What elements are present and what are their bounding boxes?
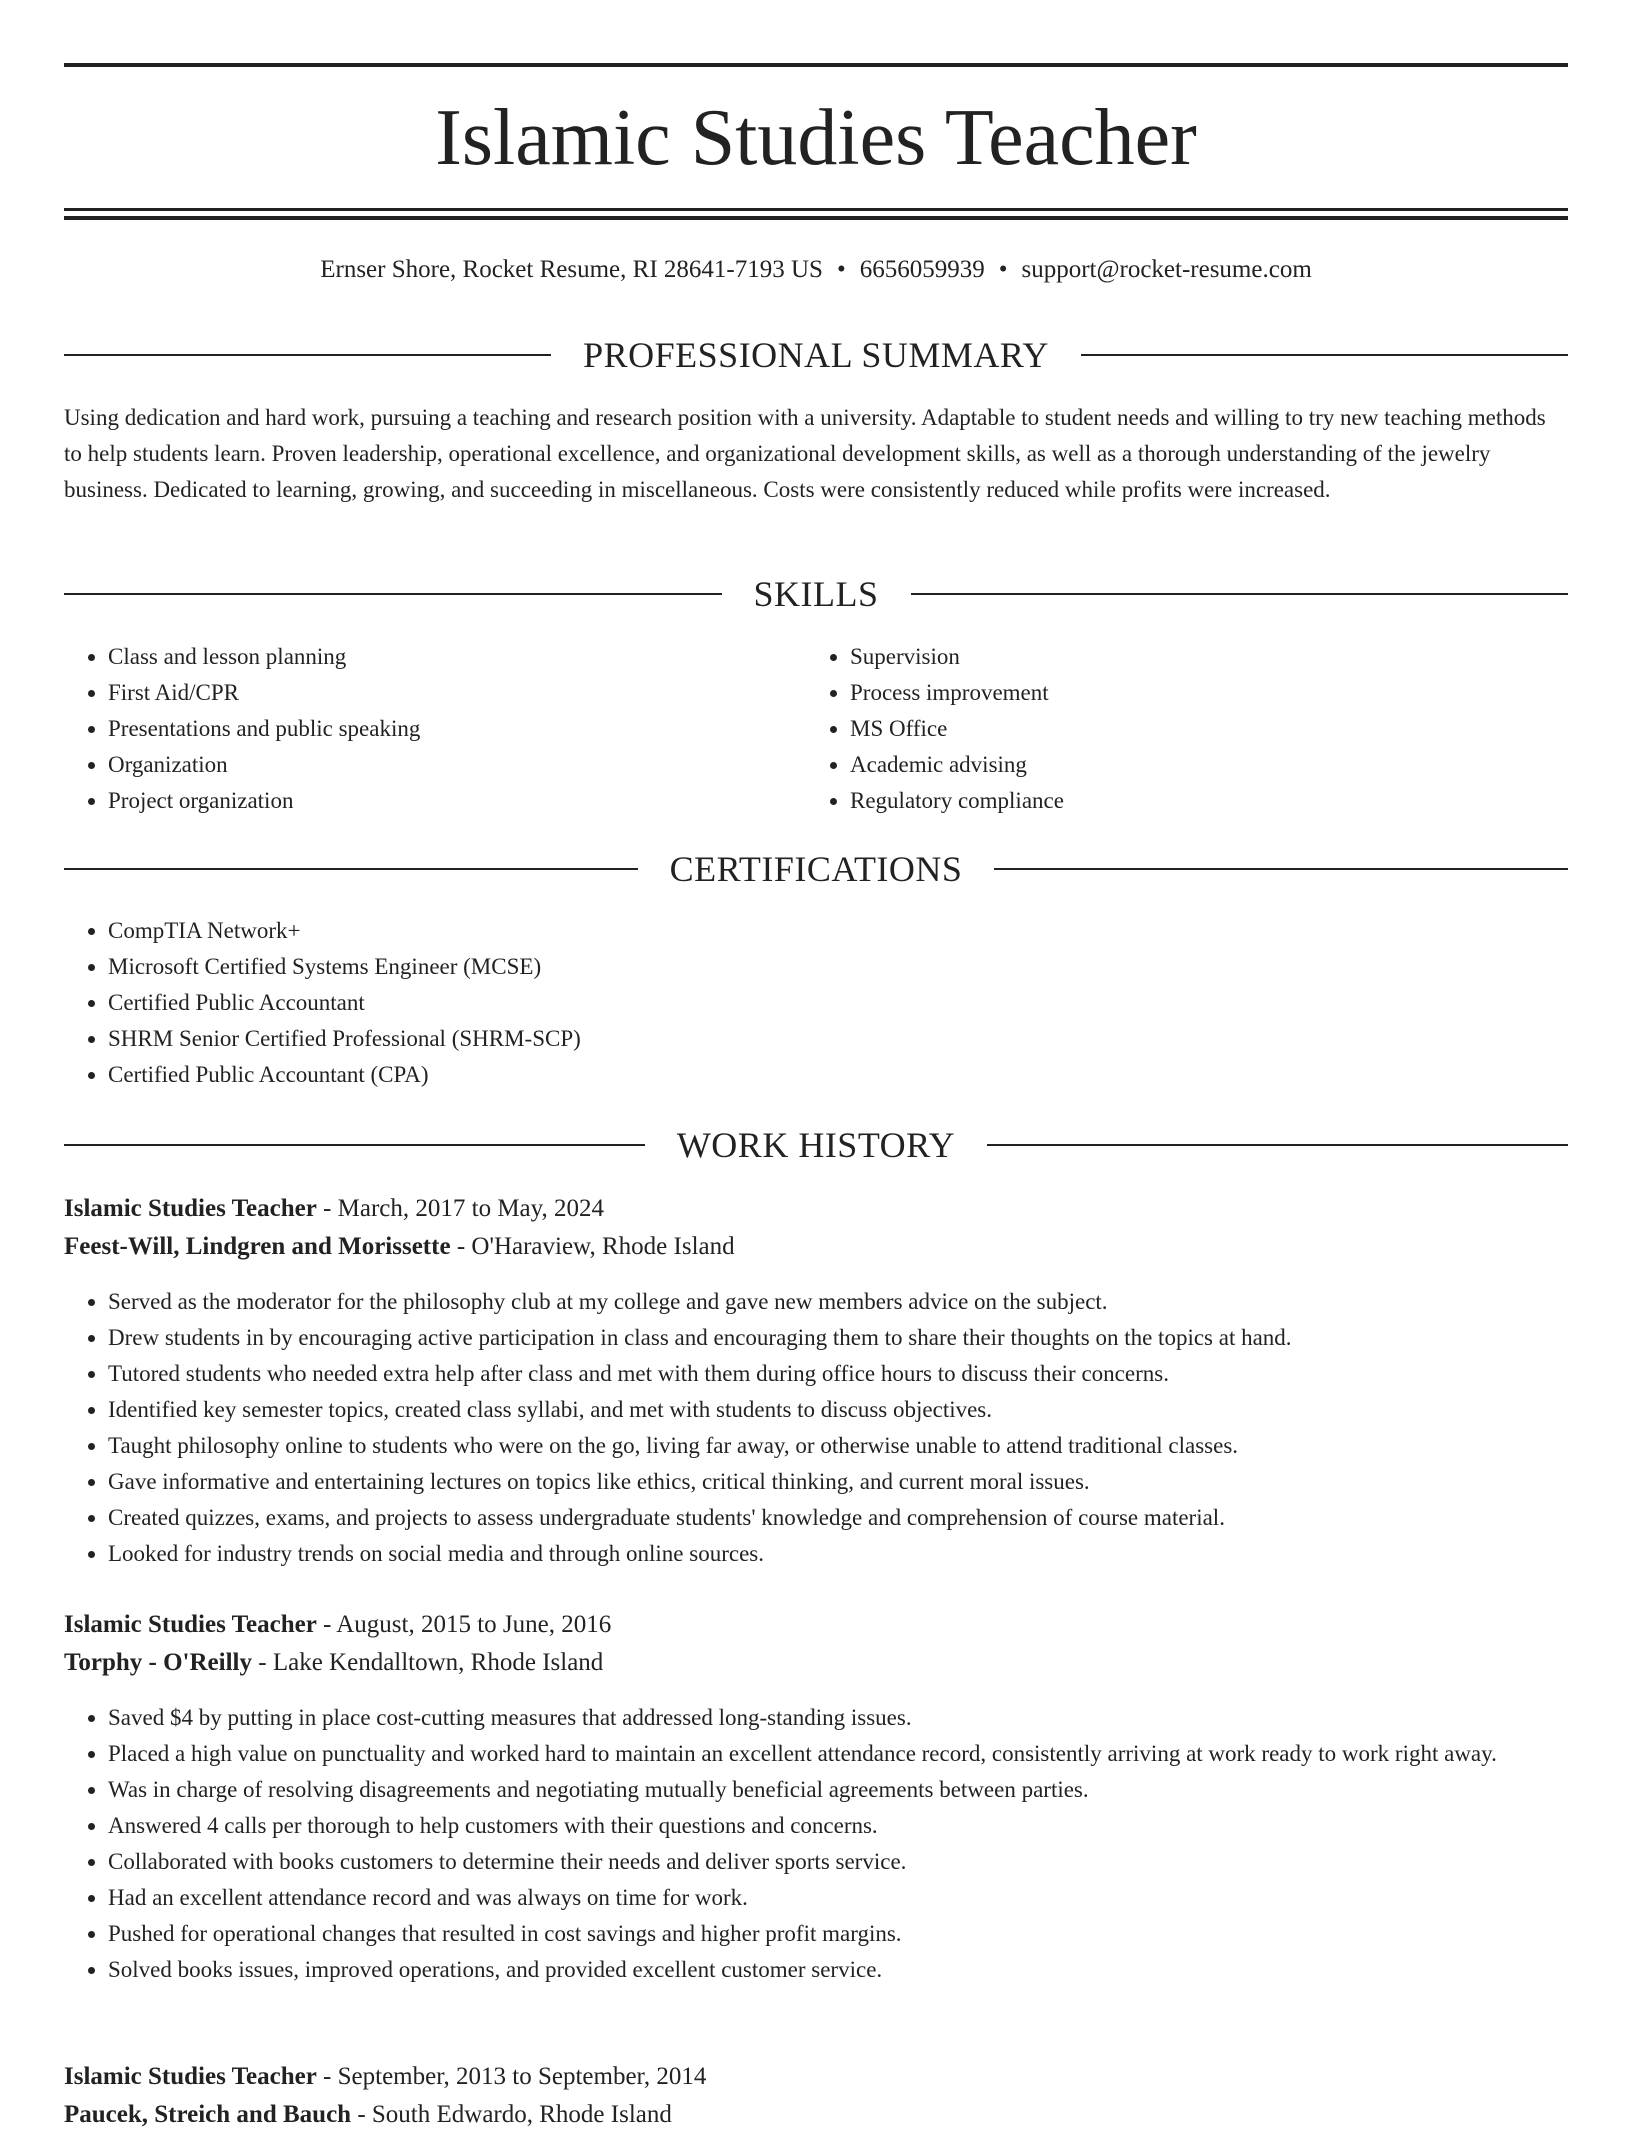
section-header-work-history	[64, 1123, 1568, 1167]
certification-item: • Certified Public Accountant (CPA)	[108, 1057, 1568, 1093]
contact-phone: 6656059939	[859, 256, 985, 283]
job-duty-item: • Served as the moderator for the philosophy club at my college and gave new members advice on the subject.	[108, 1284, 1568, 1320]
skills-list-right	[806, 639, 1550, 819]
section-rule-right	[987, 1144, 1568, 1146]
section-title-certifications: CERTIFICATIONS	[669, 849, 963, 889]
job-dates: - September, 2013 to September, 2014	[316, 2063, 707, 2090]
job-duty-item: • Gave informative and entertaining lectures on topics like ethics, critical thinking, and current moral issues.	[108, 1464, 1568, 1500]
skill-item: • Supervision	[850, 639, 1550, 675]
job-role: Islamic Studies Teacher	[64, 1195, 317, 1222]
section-rule-left	[64, 1144, 645, 1146]
contact-separator: •	[998, 256, 1008, 283]
section-title-skills: SKILLS	[753, 574, 879, 614]
job-duties-list	[64, 1284, 1568, 1572]
contact-line	[64, 252, 1568, 288]
job-duty-item: • Solved books issues, improved operations, and provided excellent customer service.	[108, 1952, 1568, 1988]
job-company: Torphy - O'Reilly	[64, 1649, 252, 1676]
job-duty-item: • Created quizzes, exams, and projects to assess undergraduate students' knowledge and comprehension of course material.	[108, 1500, 1568, 1536]
section-rule-right	[1081, 354, 1568, 356]
header-bottom-rule	[64, 208, 1568, 211]
header-bottom-rule-second	[64, 216, 1568, 220]
job-duties-list	[64, 1700, 1568, 1988]
job-company: Paucek, Streich and Bauch	[64, 2101, 352, 2128]
contact-address: Ernser Shore, Rocket Resume, RI 28641-7193 US	[320, 256, 823, 283]
section-title-summary: PROFESSIONAL SUMMARY	[583, 335, 1049, 375]
contact-separator: •	[836, 256, 846, 283]
skill-item: • Academic advising	[850, 747, 1550, 783]
job-location: - O'Haraview, Rhode Island	[450, 1233, 735, 1260]
job-role: Islamic Studies Teacher	[64, 1611, 317, 1638]
job-title-line	[64, 1607, 611, 1643]
skill-item: • First Aid/CPR	[108, 675, 808, 711]
job-duty-item: • Pushed for operational changes that resulted in cost savings and higher profit margins.	[108, 1916, 1568, 1952]
section-header-summary	[64, 333, 1568, 377]
header-top-rule	[64, 63, 1568, 67]
job-duty-item: • Taught philosophy online to students who were on the go, living far away, or otherwise unable to attend traditional classes.	[108, 1428, 1568, 1464]
certifications-list	[64, 913, 1568, 1093]
job-role: Islamic Studies Teacher	[64, 2063, 317, 2090]
skill-item: • Process improvement	[850, 675, 1550, 711]
skill-item: • Presentations and public speaking	[108, 711, 808, 747]
contact-email[interactable]: support@rocket-resume.com	[1021, 256, 1312, 283]
job-dates: - March, 2017 to May, 2024	[316, 1195, 605, 1222]
skill-item: • Project organization	[108, 783, 808, 819]
summary-text: Using dedication and hard work, pursuing a teaching and research position with a university. Adaptable to student needs and willing to try new teaching methods to help students learn. Proven leadership, operational excellence, and organizational development skills, as well as a thorough understanding of the jewelry business. Dedicated to learning, growing, and succeeding in miscellaneous. Costs were consistently reduced while profits were increased.	[64, 405, 1546, 502]
job-duty-item: • Was in charge of resolving disagreements and negotiating mutually beneficial agreements between parties.	[108, 1772, 1568, 1808]
job-company-line	[64, 1229, 735, 1265]
section-rule-left	[64, 593, 722, 595]
section-header-skills	[64, 572, 1568, 616]
job-duty-item: • Drew students in by encouraging active participation in class and encouraging them to share their thoughts on the topics at hand.	[108, 1320, 1568, 1356]
section-title-work-history: WORK HISTORY	[676, 1125, 956, 1165]
job-duty-item: • Looked for industry trends on social media and through online sources.	[108, 1536, 1568, 1572]
certification-item: • SHRM Senior Certified Professional (SHRM-SCP)	[108, 1021, 1568, 1057]
skill-item: • Class and lesson planning	[108, 639, 808, 675]
job-company-line	[64, 2097, 672, 2133]
skills-list-left	[64, 639, 808, 819]
certification-item: • Certified Public Accountant	[108, 985, 1568, 1021]
skill-item: • Organization	[108, 747, 808, 783]
job-duty-item: • Collaborated with books customers to determine their needs and deliver sports service.	[108, 1844, 1568, 1880]
section-rule-right	[994, 868, 1568, 870]
section-header-certifications	[64, 847, 1568, 891]
job-title-line	[64, 2059, 706, 2095]
certification-item: • Microsoft Certified Systems Engineer (MCSE)	[108, 949, 1568, 985]
job-duty-item: • Tutored students who needed extra help after class and met with them during office hours to discuss their concerns.	[108, 1356, 1568, 1392]
resume-title: Islamic Studies Teacher	[435, 94, 1197, 182]
section-rule-left	[64, 354, 551, 356]
section-rule-right	[911, 593, 1569, 595]
skill-item: • MS Office	[850, 711, 1550, 747]
job-dates: - August, 2015 to June, 2016	[316, 1611, 612, 1638]
section-rule-left	[64, 868, 638, 870]
job-title-line	[64, 1191, 604, 1227]
job-duty-item: • Answered 4 calls per thorough to help customers with their questions and concerns.	[108, 1808, 1568, 1844]
job-location: - Lake Kendalltown, Rhode Island	[252, 1649, 604, 1676]
job-company-line	[64, 1645, 603, 1681]
job-duty-item: • Had an excellent attendance record and was always on time for work.	[108, 1880, 1568, 1916]
job-location: - South Edwardo, Rhode Island	[351, 2101, 672, 2128]
skill-item: • Regulatory compliance	[850, 783, 1550, 819]
job-duty-item: • Identified key semester topics, created class syllabi, and met with students to discuss objectives.	[108, 1392, 1568, 1428]
certification-item: • CompTIA Network+	[108, 913, 1568, 949]
job-company: Feest-Will, Lindgren and Morissette	[64, 1233, 451, 1260]
job-duty-item: • Saved $4 by putting in place cost-cutting measures that addressed long-standing issues.	[108, 1700, 1568, 1736]
job-duty-item: • Placed a high value on punctuality and worked hard to maintain an excellent attendance record, consistently arriving at work ready to work right away.	[108, 1736, 1568, 1772]
